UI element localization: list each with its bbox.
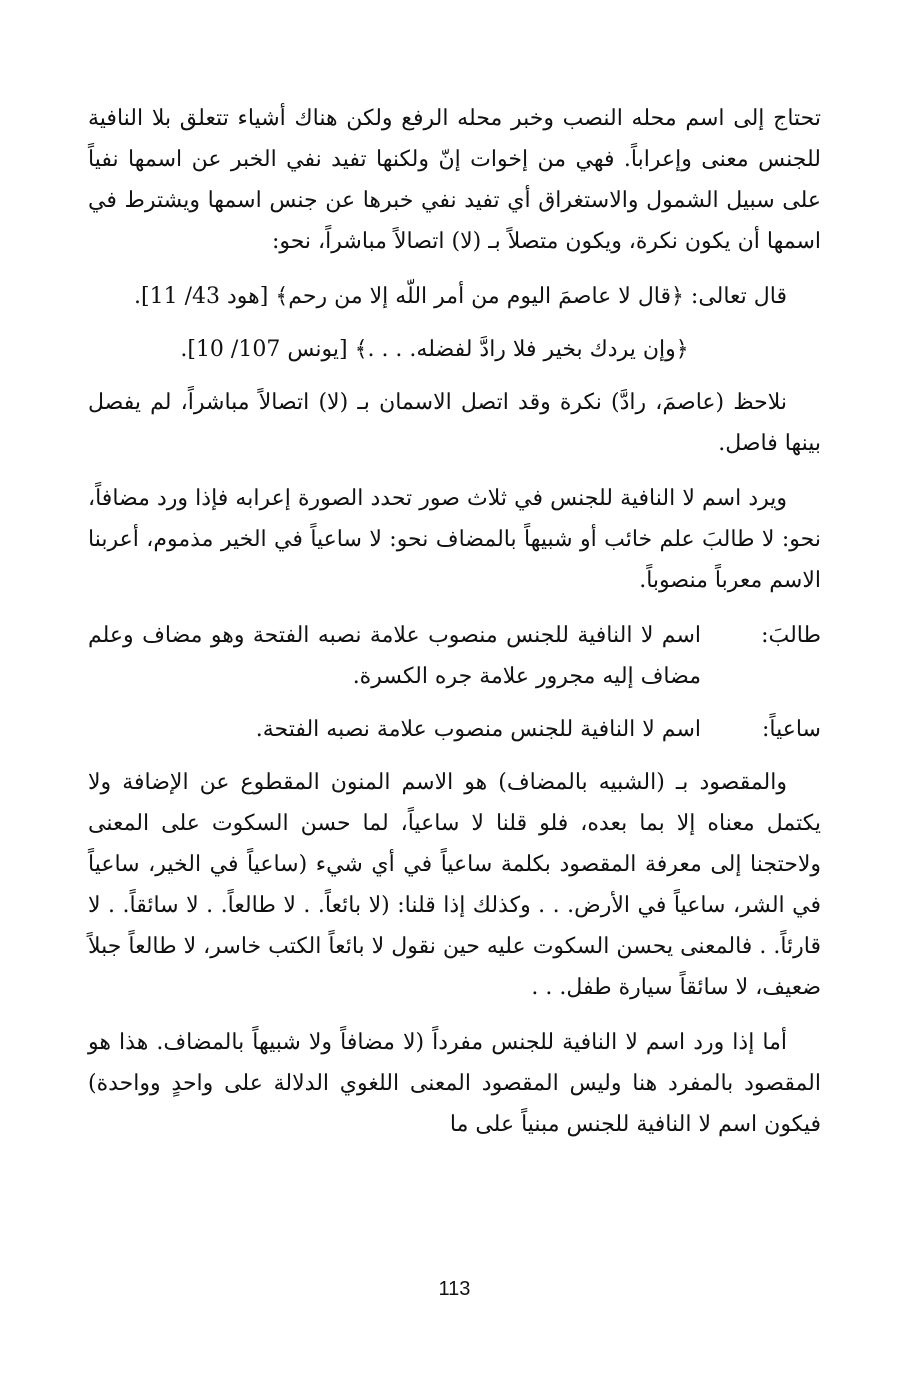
- paragraph-mufrad: أما إذا ورد اسم لا النافية للجنس مفرداً (لا مضافاً ولا شبيهاً بالمضاف. هذا هو المقصود بالمفرد هنا وليس المقصود المعنى اللغوي الدلالة على واحدٍ وواحدة) فيكون اسم لا النافية للجنس مبنياً على ما: [88, 1030, 821, 1137]
- page-body: [88, 98, 821, 1159]
- gloss-entry: [88, 709, 821, 750]
- quran-quote-yunus: ﴿وإن يردك بخير فلا رادَّ لفضله. . . .﴾ [يونس 107/ 10].: [180, 337, 689, 362]
- gloss-entry: [88, 615, 821, 697]
- paragraph-intro: تحتاج إلى اسم محله النصب وخبر محله الرفع ولكن هناك أشياء تتعلق بلا النافية للجنس معنى وإعراباً. فهي من إخوات إنّ ولكنها تفيد نفي الخبر عن اسمها نفياً على سبيل الشمول والاستغراق أي تفيد نفي خبرها عن جنس اسمها ويشترط في اسمها أن يكون نكرة، ويكون متصلاً بـ (لا) اتصالاً مباشراً، نحو:: [88, 106, 821, 254]
- gloss-definition: اسم لا النافية للجنس منصوب علامة نصبه الفتحة وهو مضاف وعلم مضاف إليه مجرور علامة جره الكسرة.: [88, 623, 701, 689]
- paragraph-three-forms: ويرد اسم لا النافية للجنس في ثلاث صور تحدد الصورة إعرابه فإذا ورد مضافاً، نحو: لا طالبَ علم خائب أو شبيهاً بالمضاف نحو: لا ساعياً في الخير مذموم، أعربنا الاسم معرباً منصوباً.: [88, 486, 821, 593]
- paragraph-shabih-bil-mudaf: والمقصود بـ (الشبيه بالمضاف) هو الاسم المنون المقطوع عن الإضافة ولا يكتمل معناه إلا بما بعده، فلو قلنا لا ساعياً، لما حسن السكوت على المعنى ولاحتجنا إلى معرفة المقصود بكلمة ساعياً في أي شيء (ساعياً في الخير، ساعياً في الشر، ساعياً في الأرض. . . وكذلك إذا قلنا: (لا بائعاً. . لا طالعاً. . لا سائقاً. . لا قارئاً. . فالمعنى يحسن السكوت عليه حين نقول لا بائعاً الكتب خاسر، لا طالعاً جبلاً ضعيف، لا سائقاً سيارة طفل. . .: [88, 770, 821, 1000]
- page-number: 113: [438, 1278, 471, 1300]
- gloss-term: ساعياً:: [761, 717, 821, 742]
- gloss-definition: اسم لا النافية للجنس منصوب علامة نصبه الفتحة.: [255, 717, 701, 742]
- quran-quote-hud: قال تعالى: ﴿قال لا عاصمَ اليوم من أمر اللّه إلا من رحم﴾ [هود 43/ 11].: [134, 284, 787, 309]
- paragraph-observation: نلاحظ (عاصمَ، رادَّ) نكرة وقد اتصل الاسمان بـ (لا) اتصالاً مباشراً، لم يفصل بينها فاصل.: [88, 390, 821, 456]
- gloss-term: طالبَ:: [761, 623, 821, 648]
